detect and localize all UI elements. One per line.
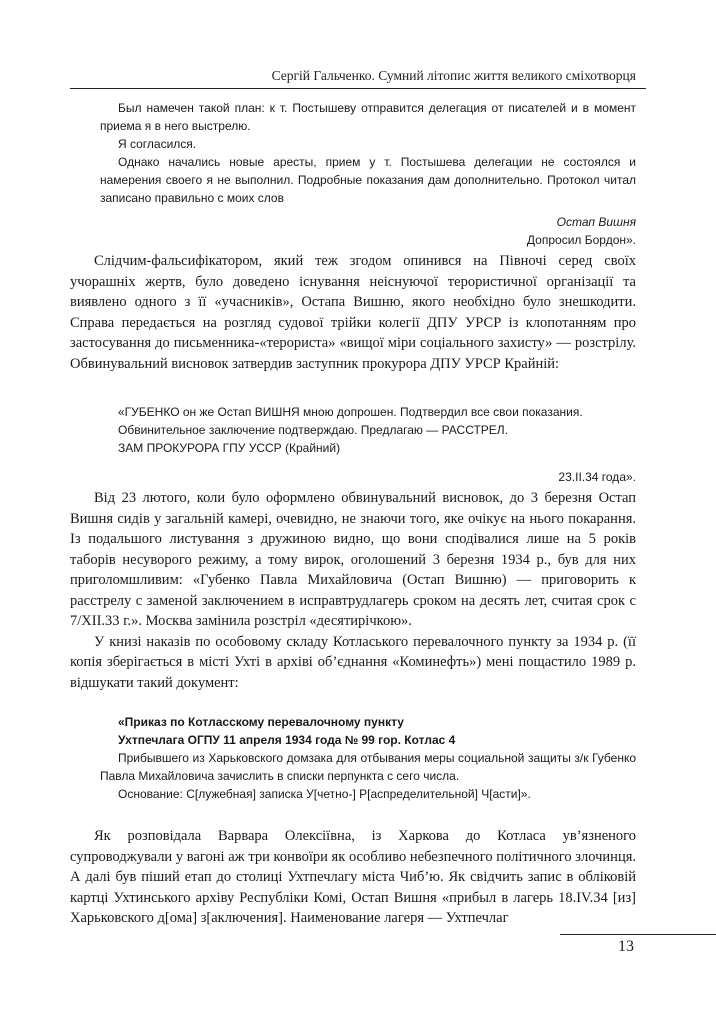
paragraph-convoy (70, 826, 636, 929)
paragraph-falsifier (70, 251, 636, 374)
page-number: 13 (618, 938, 634, 955)
quote-protocol-interrogator: Допросил Бордон». (526, 233, 636, 247)
quote-order-body: Прибывшего из Харьковского домзака для отбывания меры социальной защиты з/к Губенко Павла Михайловича зачислить в списки перпункта с сего числа. (100, 751, 636, 783)
paragraph-verdict (70, 488, 636, 693)
quote-order (100, 713, 636, 803)
paragraph-text: Як розповідала Варвара Олексіївна, із Харкова до Котласа ув’язненого супроводжували у вагоні аж три конвоїри як особливо небезпечного політичного злочинця. А далі був піший етап до столиці Ухтпечлагу міста Чиб’ю. Як свідчить запис в обліковій картці Ухтинського архіву Республіки Комі, Остап Вишня «прибыл в лагерь 18.IV.34 [из] Харьковского д[ома] з[аключения]. Наименование лагеря — Ухтпечлаг (70, 828, 636, 926)
quote-protocol (100, 99, 636, 249)
quote-protocol-agreed: Я согласился. (118, 137, 197, 151)
quote-protocol-signature: Остап Вишня (556, 215, 636, 229)
quote-prosecutor-line-3: ЗАМ ПРОКУРОРА ГПУ УССР (Крайний) (118, 441, 341, 455)
paragraph-text: У книзі наказів по особовому складу Котласького перевалочного пункту за 1934 р. (її копія зберігається в місті Ухті в архіві об’єднання «Коминефть») мені пощастило 1989 р. відшукати такий документ: (70, 633, 636, 691)
quote-order-heading-1: «Приказ по Котласскому перевалочному пункту (118, 715, 404, 729)
quote-prosecutor-date: 23.II.34 года». (558, 470, 636, 484)
quote-prosecutor (118, 403, 636, 486)
quote-prosecutor-line-1: «ГУБЕНКО он же Остап ВИШНЯ мною допрошен. Подтвердил все свои показания. (118, 405, 583, 419)
quote-order-heading-2: Ухтпечлага ОГПУ 11 апреля 1934 года № 99 гор. Котлас 4 (118, 733, 456, 747)
quote-order-basis: Основание: С[лужебная] записка У[четно-] Р[аспределительной] Ч[асти]». (118, 787, 531, 801)
paragraph-text: Від 23 лютого, коли було оформлено обвинувальний висновок, до 3 березня Остап Вишня сидів у загальній камері, очевидно, не знаючи того, яке очікує на нього покарання. Із подальшого листування з дружиною видно, що вони сподівалися лише на 5 років таборів несуворого режиму, а тому вирок, оголошений 3 березня 1934 р., був для них приголомшливим: «Губенко Павла Михайловича (Остап Вишню) — приговорить к расстрелу с заменой заключением в исправтрудлагерь сроком на десять лет, считая срок с 7/XII.33 г.». Москва замінила розстріл «десятирічкою». (70, 490, 636, 629)
paragraph-text: Слідчим-фальсифікатором, який теж згодом опинився на Півночі серед своїх учорашніх жертв, було доведено існування неіснуючої терористичної організації та виявлено одного з її «учасників», Остапа Вишню, якого необхідно було знешкодити. Справа передається на розгляд судової трійки колегії ДПУ УРСР із клопотанням про застосування до письменника-«терориста» «вищої міри соціального захисту» — розстрілу. Обвинувальний висновок затвердив заступник прокурора ДПУ УРСР Крайній: (70, 253, 636, 372)
quote-prosecutor-line-2: Обвинительное заключение подтверждаю. Предлагаю — РАССТРЕЛ. (118, 423, 509, 437)
footer-rule (560, 934, 716, 935)
running-head: Сергій Гальченко. Сумний літопис життя великого сміхотворця (271, 68, 636, 83)
header-rule (70, 88, 646, 89)
quote-protocol-arrests: Однако начались новые аресты, прием у т. Постышева делегации не состоялся и намерения своего я не выполнил. Подробные показания дам дополнительно. Протокол читал записано правильно с моих слов (100, 155, 636, 205)
quote-protocol-plan: Был намечен такой план: к т. Постышеву отправится делегация от писателей и в момент приема я в него выстрелю. (100, 101, 636, 133)
